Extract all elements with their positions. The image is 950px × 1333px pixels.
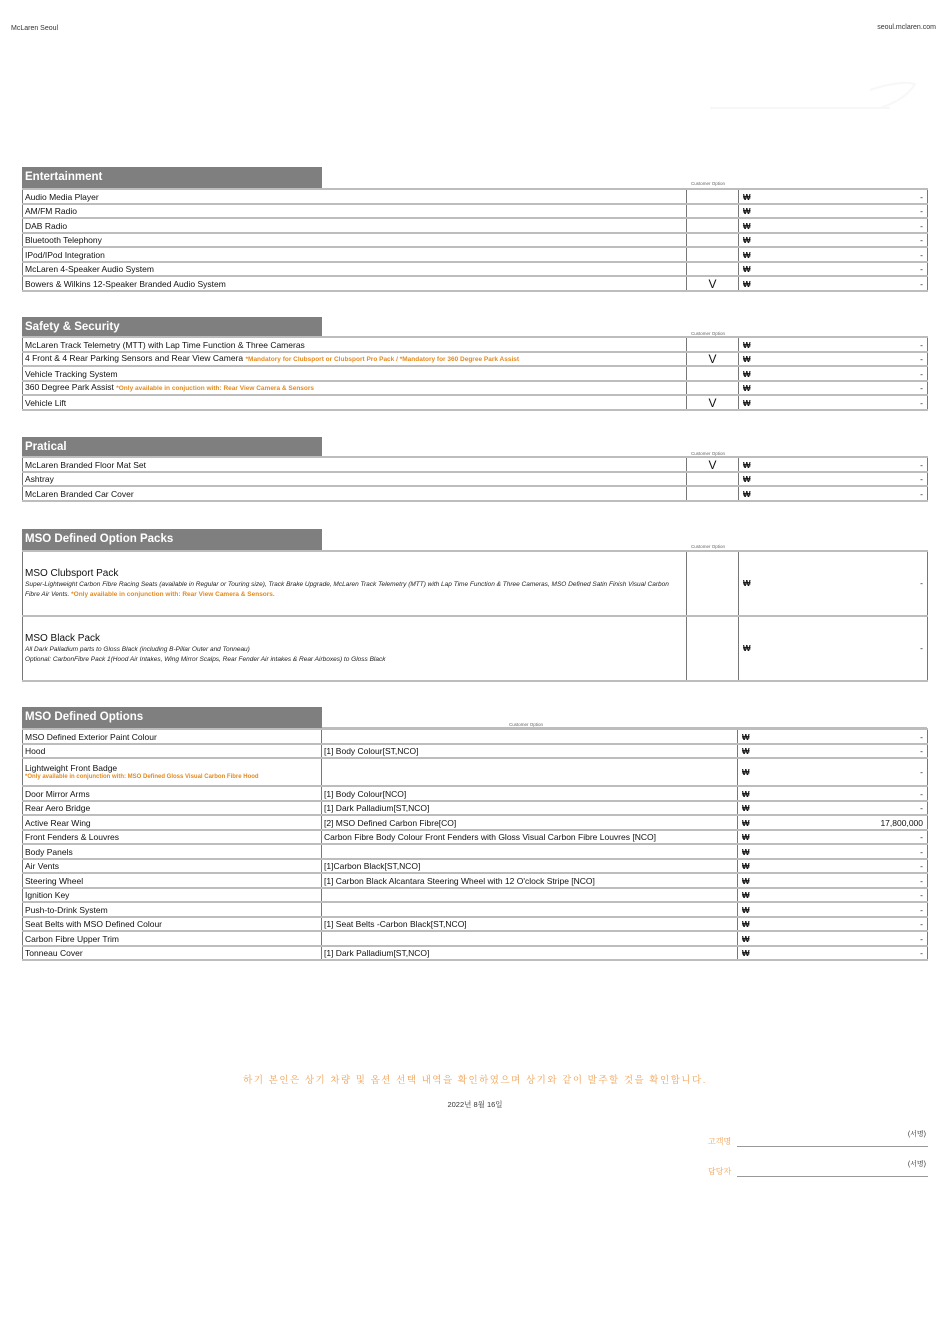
option-row <box>23 917 928 932</box>
option-row <box>23 844 928 859</box>
option-price: - <box>769 233 928 248</box>
selected-spec[interactable]: [1] Body Colour[ST,NCO] <box>322 744 738 759</box>
selected-spec[interactable] <box>322 888 738 903</box>
selected-spec[interactable]: [1] Dark Palladium[ST,NCO] <box>322 946 738 961</box>
section-title: Entertainment <box>22 167 322 188</box>
option-name: Audio Media Player <box>25 191 99 202</box>
won-currency-icon: ₩ <box>739 366 769 381</box>
confirmation-statement: 하기 본인은 상기 차량 및 옵션 선택 내역을 확인하였으며 상기와 같이 발주할 것을 확인합니다. <box>243 1075 707 1086</box>
option-name: Carbon Fibre Upper Trim <box>25 933 120 944</box>
customer-option-label: Customer Option <box>691 331 726 336</box>
option-price: - <box>769 352 928 367</box>
customer-option-label: Customer Option <box>691 451 726 456</box>
option-row <box>23 457 928 472</box>
availability-note: *Only available in conjunction with: MSO Defined Gloss Visual Carbon Fibre Hood <box>25 774 259 780</box>
option-row <box>23 352 928 367</box>
option-name-cell <box>23 262 687 277</box>
option-row <box>23 204 928 219</box>
option-row <box>23 233 928 248</box>
pack-name: MSO Black Pack <box>25 633 101 644</box>
customer-option-checkbox[interactable] <box>687 616 739 681</box>
option-row <box>23 830 928 845</box>
selected-spec[interactable]: [1] Dark Palladium[ST,NCO] <box>322 801 738 816</box>
option-name: 360 Degree Park Assist <box>25 382 114 392</box>
option-name-cell <box>23 786 322 801</box>
customer-option-checkbox[interactable] <box>687 218 739 233</box>
option-name: McLaren Track Telemetry (MTT) with Lap Time Function & Three Cameras <box>25 339 305 350</box>
option-price: - <box>768 744 928 759</box>
option-price: - <box>769 189 928 204</box>
customer-option-checkbox[interactable]: V <box>687 352 739 367</box>
option-name-cell <box>23 844 322 859</box>
option-name: McLaren Branded Car Cover <box>25 488 134 499</box>
pack-description-text: All Dark Palladium parts to Gloss Black (including B-Pillar Outer and Tonneau) <box>25 646 250 653</box>
option-name-cell <box>23 902 322 917</box>
staff-name-label: 담당자 <box>708 1167 732 1176</box>
option-price: - <box>769 204 928 219</box>
signature-mark: (서명) <box>907 1161 926 1168</box>
won-currency-icon: ₩ <box>738 888 768 903</box>
option-price: - <box>769 486 928 501</box>
won-currency-icon: ₩ <box>739 276 769 291</box>
option-name: Lightweight Front Badge <box>25 763 118 773</box>
option-price: - <box>769 395 928 410</box>
option-name-cell <box>23 873 322 888</box>
won-currency-icon: ₩ <box>738 786 768 801</box>
customer-option-checkbox[interactable] <box>687 247 739 262</box>
won-currency-icon: ₩ <box>739 204 769 219</box>
customer-option-checkbox[interactable]: V <box>687 457 739 472</box>
option-name: Ignition Key <box>25 890 70 900</box>
option-name-cell <box>23 352 687 367</box>
won-currency-icon: ₩ <box>738 917 768 932</box>
divider <box>322 727 927 728</box>
option-name-cell <box>23 366 687 381</box>
options-table <box>22 456 928 502</box>
option-name: IPod/IPod Integration <box>25 249 105 260</box>
option-price: - <box>769 457 928 472</box>
section-mso-defined-options <box>22 707 927 961</box>
option-name-cell <box>23 616 687 681</box>
option-price: - <box>768 801 928 816</box>
section-title: Pratical <box>22 437 322 458</box>
option-price: - <box>769 262 928 277</box>
options-table <box>22 188 928 292</box>
section-title: MSO Defined Options <box>22 707 322 728</box>
option-name: Air Vents <box>25 861 60 871</box>
signature-mark: (서명) <box>907 1131 926 1138</box>
option-row <box>23 786 928 801</box>
option-name-cell <box>23 830 322 845</box>
option-price: - <box>768 888 928 903</box>
dealer-name: McLaren Seoul <box>11 25 59 32</box>
option-row <box>23 486 928 501</box>
option-pack-row <box>23 551 928 616</box>
option-price: - <box>768 859 928 874</box>
option-row <box>23 729 928 744</box>
option-price: - <box>769 616 928 681</box>
pack-description <box>25 645 684 655</box>
option-name-cell <box>23 395 687 410</box>
won-currency-icon: ₩ <box>739 381 769 396</box>
option-price: - <box>769 276 928 291</box>
option-row <box>23 366 928 381</box>
won-currency-icon: ₩ <box>739 486 769 501</box>
selected-spec[interactable]: Carbon Fibre Body Colour Front Fenders with Gloss Visual Carbon Fibre Louvres [NCO] <box>322 830 738 845</box>
section-mso-option-packs <box>22 529 927 682</box>
pack-name: MSO Clubsport Pack <box>25 568 119 579</box>
customer-option-checkbox[interactable] <box>687 551 739 616</box>
option-row <box>23 218 928 233</box>
section-practical <box>22 437 927 502</box>
option-price: - <box>769 337 928 352</box>
option-name: Bowers & Wilkins 12-Speaker Branded Audio System <box>25 278 226 289</box>
option-price: - <box>769 218 928 233</box>
option-name: McLaren Branded Floor Mat Set <box>25 459 146 470</box>
option-name: Ashtray <box>25 474 54 484</box>
option-price: - <box>768 786 928 801</box>
won-currency-icon: ₩ <box>739 189 769 204</box>
selected-spec[interactable]: [1] Carbon Black Alcantara Steering Wheel with 12 O'clock Stripe [NCO] <box>322 873 738 888</box>
customer-option-checkbox[interactable] <box>687 366 739 381</box>
option-name-cell <box>23 815 322 830</box>
won-currency-icon: ₩ <box>739 457 769 472</box>
won-currency-icon: ₩ <box>738 744 768 759</box>
option-name-cell <box>23 758 322 786</box>
customer-option-checkbox[interactable] <box>687 262 739 277</box>
option-price: 17,800,000 <box>768 815 928 830</box>
option-row <box>23 873 928 888</box>
customer-option-checkbox[interactable] <box>687 381 739 396</box>
option-name-cell <box>23 247 687 262</box>
option-price: - <box>768 830 928 845</box>
selected-spec[interactable]: [1]Carbon Black[ST,NCO] <box>322 859 738 874</box>
option-name-cell <box>23 946 322 961</box>
option-name: Door Mirror Arms <box>25 788 90 799</box>
option-packs-table <box>22 550 928 682</box>
option-name: Active Rear Wing <box>25 817 91 828</box>
selected-spec[interactable]: [1] Seat Belts -Carbon Black[ST,NCO] <box>322 917 738 932</box>
customer-option-checkbox[interactable] <box>687 337 739 352</box>
option-name-cell <box>23 888 322 903</box>
option-name: Hood <box>25 746 46 756</box>
option-row <box>23 931 928 946</box>
staff-signature-field[interactable] <box>737 1176 928 1177</box>
won-currency-icon: ₩ <box>739 352 769 367</box>
option-name-cell <box>23 729 322 744</box>
option-row <box>23 758 928 786</box>
mso-options-table <box>22 728 928 961</box>
option-price: - <box>768 931 928 946</box>
option-price: - <box>769 381 928 396</box>
option-price: - <box>769 472 928 487</box>
dealer-website: seoul.mclaren.com <box>877 24 936 31</box>
option-name: McLaren 4-Speaker Audio System <box>25 264 154 274</box>
customer-option-checkbox[interactable]: V <box>687 276 739 291</box>
option-name: Body Panels <box>25 846 73 857</box>
selected-spec[interactable] <box>322 902 738 917</box>
customer-signature-field[interactable] <box>737 1146 928 1147</box>
option-price: - <box>769 551 928 616</box>
availability-note: *Only available in conjuction with: Rear View Camera & Sensors <box>116 385 315 392</box>
won-currency-icon: ₩ <box>738 859 768 874</box>
option-name-cell <box>23 204 687 219</box>
won-currency-icon: ₩ <box>738 815 768 830</box>
option-row <box>23 276 928 291</box>
option-row <box>23 744 928 759</box>
customer-signature-row <box>708 1131 928 1147</box>
section-title: MSO Defined Option Packs <box>22 529 322 550</box>
option-row <box>23 888 928 903</box>
option-name: Seat Belts with MSO Defined Colour <box>25 919 163 929</box>
option-price: - <box>768 902 928 917</box>
option-name-cell <box>23 551 687 616</box>
won-currency-icon: ₩ <box>738 946 768 961</box>
selected-spec[interactable]: [2] MSO Defined Carbon Fibre[CO] <box>322 815 738 830</box>
option-name-cell <box>23 337 687 352</box>
option-row <box>23 815 928 830</box>
pack-description <box>25 580 684 599</box>
won-currency-icon: ₩ <box>738 902 768 917</box>
customer-name-label: 고객명 <box>708 1137 732 1146</box>
customer-option-checkbox[interactable] <box>687 486 739 501</box>
option-name-cell <box>23 859 322 874</box>
customer-option-checkbox[interactable] <box>687 204 739 219</box>
won-currency-icon: ₩ <box>739 551 769 616</box>
won-currency-icon: ₩ <box>738 873 768 888</box>
option-name-cell <box>23 218 687 233</box>
option-name: Tonneau Cover <box>25 948 83 958</box>
option-row <box>23 801 928 816</box>
order-date: 2022년 8월 16일 <box>447 1100 503 1109</box>
option-price: - <box>768 917 928 932</box>
option-name-cell <box>23 917 322 932</box>
option-name: 4 Front & 4 Rear Parking Sensors and Rear View Camera <box>25 353 244 363</box>
option-price: - <box>769 247 928 262</box>
selected-spec[interactable]: [1] Body Colour[NCO] <box>322 786 738 801</box>
option-name: Steering Wheel <box>25 875 84 886</box>
option-name: AM/FM Radio <box>25 206 77 216</box>
customer-option-checkbox[interactable] <box>687 189 739 204</box>
won-currency-icon: ₩ <box>738 931 768 946</box>
pack-optional-description: Optional: CarbonFibre Pack 1(Hood Air Intakes, Wing Mirror Scalps, Rear Fender Air intakes & Rear Airboxes) to Gloss Black <box>25 655 386 663</box>
selected-spec[interactable] <box>322 844 738 859</box>
won-currency-icon: ₩ <box>738 729 768 744</box>
option-name-cell <box>23 801 322 816</box>
section-safety-security <box>22 317 927 411</box>
option-price: - <box>768 758 928 786</box>
option-name-cell <box>23 276 687 291</box>
selected-spec[interactable] <box>322 931 738 946</box>
option-row <box>23 902 928 917</box>
option-name: Rear Aero Bridge <box>25 803 91 813</box>
options-table <box>22 336 928 411</box>
option-row <box>23 247 928 262</box>
option-row <box>23 337 928 352</box>
pack-description-text: Super-Lightweight Carbon Fibre Racing Seats (available in Regular or Touring size), Track Brake Upgrade, McLaren Track Telemetry (MTT) with Lap Time Function & Three Cameras, MSO Defined Satin Finish Visual Carbon Fibre Air Vents. <box>25 581 669 598</box>
won-currency-icon: ₩ <box>739 472 769 487</box>
won-currency-icon: ₩ <box>738 830 768 845</box>
option-name: DAB Radio <box>25 220 68 231</box>
option-price: - <box>768 873 928 888</box>
option-name: Vehicle Lift <box>25 397 67 408</box>
won-currency-icon: ₩ <box>739 616 769 681</box>
won-currency-icon: ₩ <box>739 337 769 352</box>
section-entertainment <box>22 167 927 292</box>
mclaren-logo-watermark <box>700 80 920 110</box>
staff-signature-row <box>708 1161 928 1177</box>
option-name-cell <box>23 472 687 487</box>
option-row <box>23 381 928 396</box>
option-name: Front Fenders & Louvres <box>25 832 120 842</box>
won-currency-icon: ₩ <box>739 395 769 410</box>
won-currency-icon: ₩ <box>738 758 768 786</box>
won-currency-icon: ₩ <box>738 844 768 859</box>
option-row <box>23 946 928 961</box>
option-name-cell <box>23 233 687 248</box>
option-name: Vehicle Tracking System <box>25 368 118 379</box>
option-price: - <box>768 946 928 961</box>
option-name-cell <box>23 189 687 204</box>
selected-spec[interactable] <box>322 758 738 786</box>
option-row <box>23 262 928 277</box>
selected-spec[interactable] <box>322 729 738 744</box>
option-name-cell <box>23 744 322 759</box>
won-currency-icon: ₩ <box>739 218 769 233</box>
customer-option-label: Customer Option <box>691 544 726 549</box>
customer-option-label: Customer Option <box>509 722 544 727</box>
won-currency-icon: ₩ <box>739 233 769 248</box>
option-row <box>23 189 928 204</box>
section-title: Safety & Security <box>22 317 322 338</box>
option-price: - <box>768 844 928 859</box>
customer-option-label: Customer Option <box>691 181 726 186</box>
won-currency-icon: ₩ <box>739 247 769 262</box>
option-price: - <box>768 729 928 744</box>
won-currency-icon: ₩ <box>738 801 768 816</box>
option-name: Bluetooth Telephony <box>25 235 102 245</box>
option-name: Push-to-Drink System <box>25 904 108 915</box>
customer-option-checkbox[interactable]: V <box>687 395 739 410</box>
option-name-cell <box>23 457 687 472</box>
won-currency-icon: ₩ <box>739 262 769 277</box>
customer-option-checkbox[interactable] <box>687 472 739 487</box>
option-name-cell <box>23 931 322 946</box>
option-row <box>23 472 928 487</box>
option-row <box>23 859 928 874</box>
availability-note: *Mandatory for Clubsport or Clubsport Pro Pack / *Mandatory for 360 Degree Park Assist <box>245 356 520 363</box>
option-row <box>23 395 928 410</box>
customer-option-checkbox[interactable] <box>687 233 739 248</box>
option-name: MSO Defined Exterior Paint Colour <box>25 731 157 742</box>
option-price: - <box>769 366 928 381</box>
availability-note: *Only available in conjunction with: Rear View Camera & Sensors. <box>71 590 275 598</box>
option-name-cell <box>23 381 687 396</box>
option-name-cell <box>23 486 687 501</box>
option-pack-row <box>23 616 928 681</box>
